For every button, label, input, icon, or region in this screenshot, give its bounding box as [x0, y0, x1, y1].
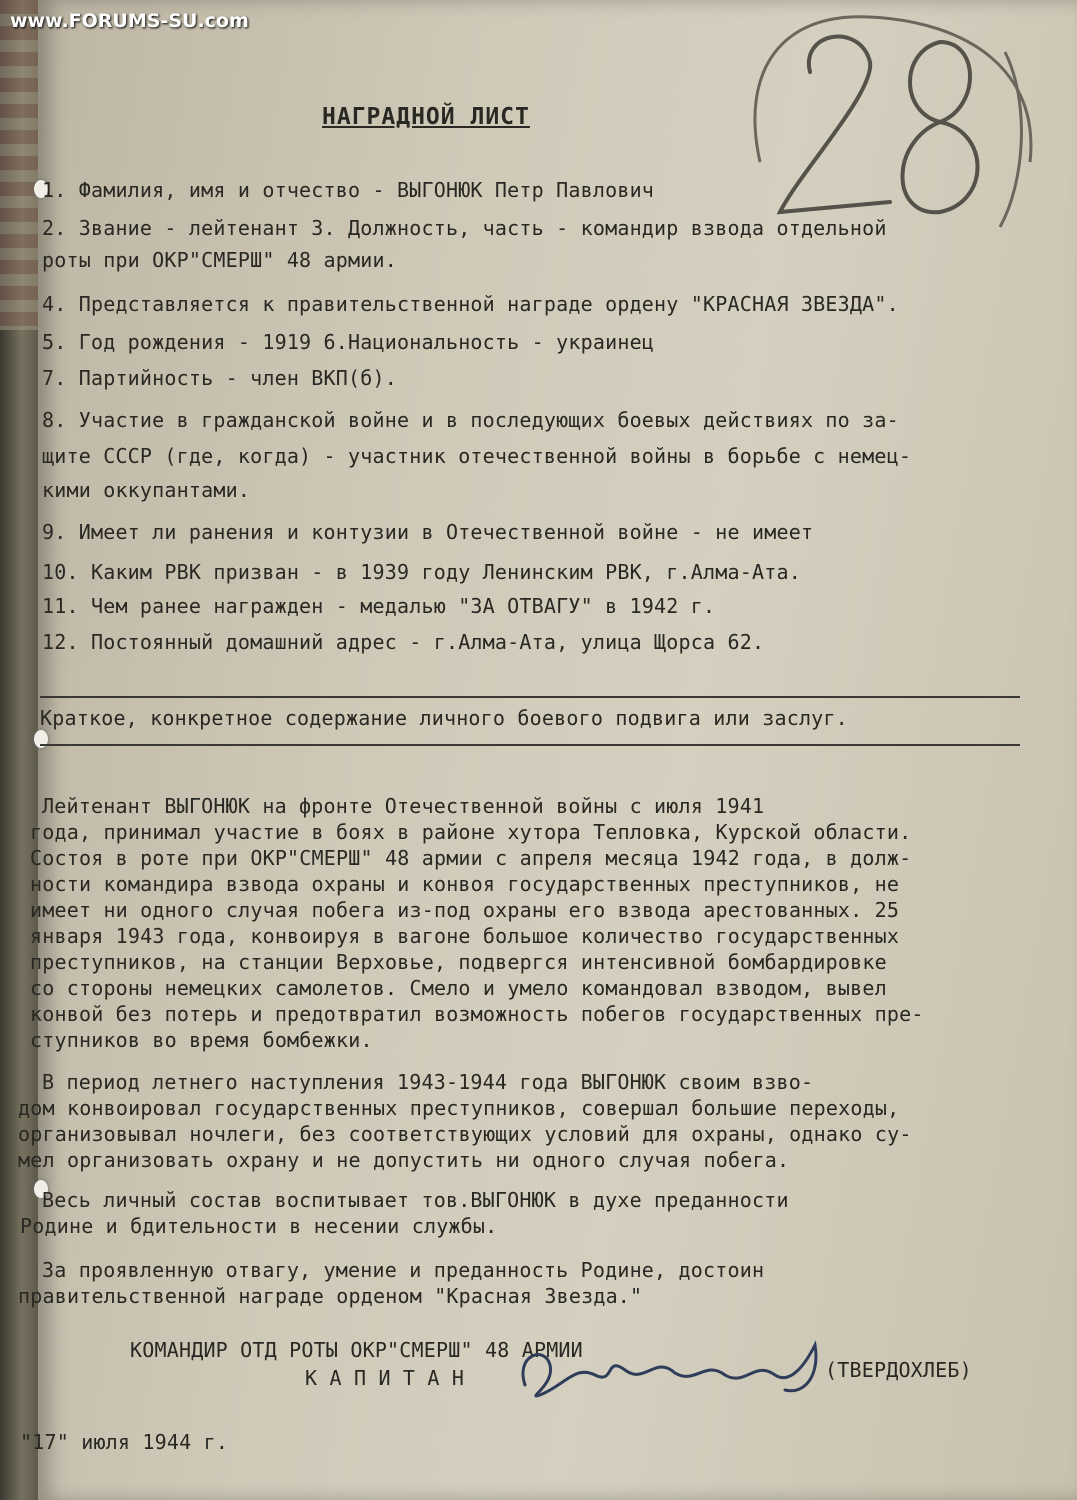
divider-bottom [40, 744, 1020, 746]
body-line: года, принимал участие в боях в районе хутора Тепловка, Курской области. [30, 820, 912, 844]
field-line: 5. Год рождения - 1919 6.Национальность - украинец [42, 330, 655, 354]
field-line: 12. Постоянный домашний адрес - г.Алма-Ата, улица Щорса 62. [42, 630, 765, 654]
body-line: За проявленную отвагу, умение и преданность Родине, достоин [42, 1258, 765, 1282]
body-line: организовывал ночлеги, без соответствующих условий для охраны, однако су- [18, 1122, 912, 1146]
binder-cover-edge [0, 0, 40, 330]
summary-heading: Краткое, конкретное содержание личного боевого подвига или заслуг. [40, 706, 848, 730]
signer-name: (ТВЕРДОХЛЕБ) [825, 1358, 972, 1382]
field-line: 1. Фамилия, имя и отчество - ВЫГОНЮК Петр Павлович [42, 178, 655, 202]
body-line: Состоя в роте при ОКР"СМЕРШ" 48 армии с апреля месяца 1942 года, в долж- [30, 846, 912, 870]
body-line: ступников во время бомбежки. [30, 1028, 373, 1052]
binder-spine [0, 0, 40, 1500]
body-line: правительственной награде орденом "Красная Звезда." [18, 1284, 643, 1308]
field-line: 4. Представляется к правительственной награде ордену "КРАСНАЯ ЗВЕЗДА". [42, 292, 899, 316]
body-line: ности командира взвода охраны и конвоя государственных преступников, не [30, 872, 900, 896]
handwritten-page-number [740, 12, 1040, 242]
signature-line-1: КОМАНДИР ОТД РОТЫ ОКР"СМЕРШ" 48 АРМИИ [130, 1338, 583, 1362]
field-line: кими оккупантами. [42, 478, 251, 502]
body-line: января 1943 года, конвоируя в вагоне большое количество государственных [30, 924, 900, 948]
body-line: Родине и бдительности в несении службы. [20, 1214, 498, 1238]
divider-top [40, 696, 1020, 698]
body-line: имеет ни одного случая побега из-под охраны его взвода арестованных. 25 [30, 898, 900, 922]
body-line: Лейтенант ВЫГОНЮК на фронте Отечественной войны с июля 1941 [42, 794, 765, 818]
body-line: дом конвоировал государственных преступников, совершал большие переходы, [18, 1096, 900, 1120]
body-line: конвой без потерь и предотвратил возможность побегов государственных пре- [30, 1002, 924, 1026]
field-line: 2. Звание - лейтенант 3. Должность, часть - командир взвода отдельной [42, 216, 887, 240]
handwritten-signature [505, 1325, 835, 1415]
field-line: щите СССР (где, когда) - участник отечественной войны в борьбе с немец- [42, 444, 912, 468]
body-line: Весь личный состав воспитывает тов.ВЫГОНЮК в духе преданности [42, 1188, 789, 1212]
field-line: 11. Чем ранее награжден - медалью "ЗА ОТВАГУ" в 1942 г. [42, 594, 716, 618]
field-line: 7. Партийность - член ВКП(б). [42, 366, 397, 390]
body-line: В период летнего наступления 1943-1944 года ВЫГОНЮК своим взво- [42, 1070, 814, 1094]
document-date: "17" июля 1944 г. [20, 1430, 229, 1454]
watermark: www.FORUMS-SU.com [10, 10, 249, 32]
document-title: НАГРАДНОЙ ЛИСТ [322, 104, 530, 130]
body-line: преступников, на станции Верховье, подвергся интенсивной бомбардировке [30, 950, 887, 974]
field-line: 8. Участие в гражданской войне и в последующих боевых действиях по за- [42, 408, 899, 432]
body-line: мел организовать охрану и не допустить ни одного случая побега. [18, 1148, 790, 1172]
field-line: 10. Каким РВК призван - в 1939 году Ленинским РВК, г.Алма-Ата. [42, 560, 801, 584]
field-line: роты при ОКР"СМЕРШ" 48 армии. [42, 248, 397, 272]
field-line: 9. Имеет ли ранения и контузии в Отечественной войне - не имеет [42, 520, 814, 544]
body-line: со стороны немецких самолетов. Смело и умело командовал взводом, вывел [30, 976, 887, 1000]
signature-line-2: К А П И Т А Н [305, 1366, 465, 1390]
